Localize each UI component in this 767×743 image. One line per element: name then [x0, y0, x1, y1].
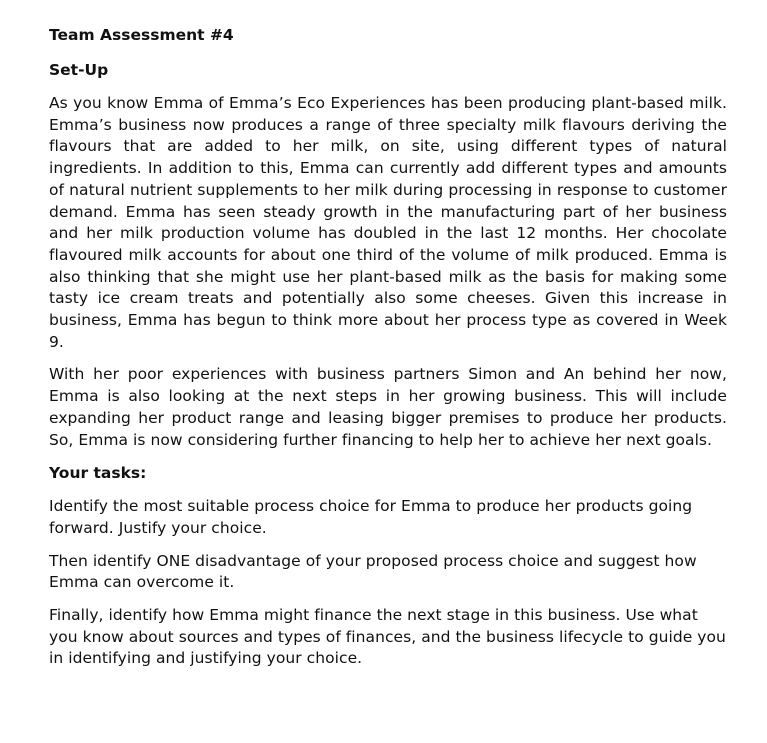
setup-heading: Set-Up	[49, 61, 109, 79]
task-item: Then identify ONE disadvantage of your proposed process choice and suggest how Emma can overcome it.	[49, 551, 697, 592]
setup-paragraph: As you know Emma of Emma’s Eco Experiences has been producing plant-based milk. Emma’s business now produces a range of three specialty milk flavours deriving the flavours that are added to her milk, on site, using different types of natural ingredients. In addition to this, Emma can currently add different types and amounts of natural nutrient supplements to her milk during processing in response to customer demand. Emma has seen steady growth in the manufacturing part of her business and her milk production volume has doubled in the last 12 months. Her chocolate flavoured milk accounts for about one third of the volume of milk produced. Emma is also thinking that she might use her plant-based milk as the basis for making some tasty ice cream treats and potentially also some cheeses. Given this increase in business, Emma has begun to think more about her process type as covered in Week 9.	[49, 94, 727, 351]
task-item: Finally, identify how Emma might finance the next stage in this business. Use what you know about sources and types of finances, and the business lifecycle to guide you in identifying and justifying your choice.	[49, 606, 726, 668]
document-title: Team Assessment #4	[49, 26, 234, 44]
task-item: Identify the most suitable process choice for Emma to produce her products going forward. Justify your choice.	[49, 497, 693, 537]
setup-paragraph: With her poor experiences with business partners Simon and An behind her now, Emma is also looking at the next steps in her growing business. This will include expanding her product range and leasing bigger premises to produce her products. So, Emma is now considering further financing to help her to achieve her next goals.	[49, 365, 727, 449]
tasks-heading: Your tasks:	[49, 464, 147, 483]
